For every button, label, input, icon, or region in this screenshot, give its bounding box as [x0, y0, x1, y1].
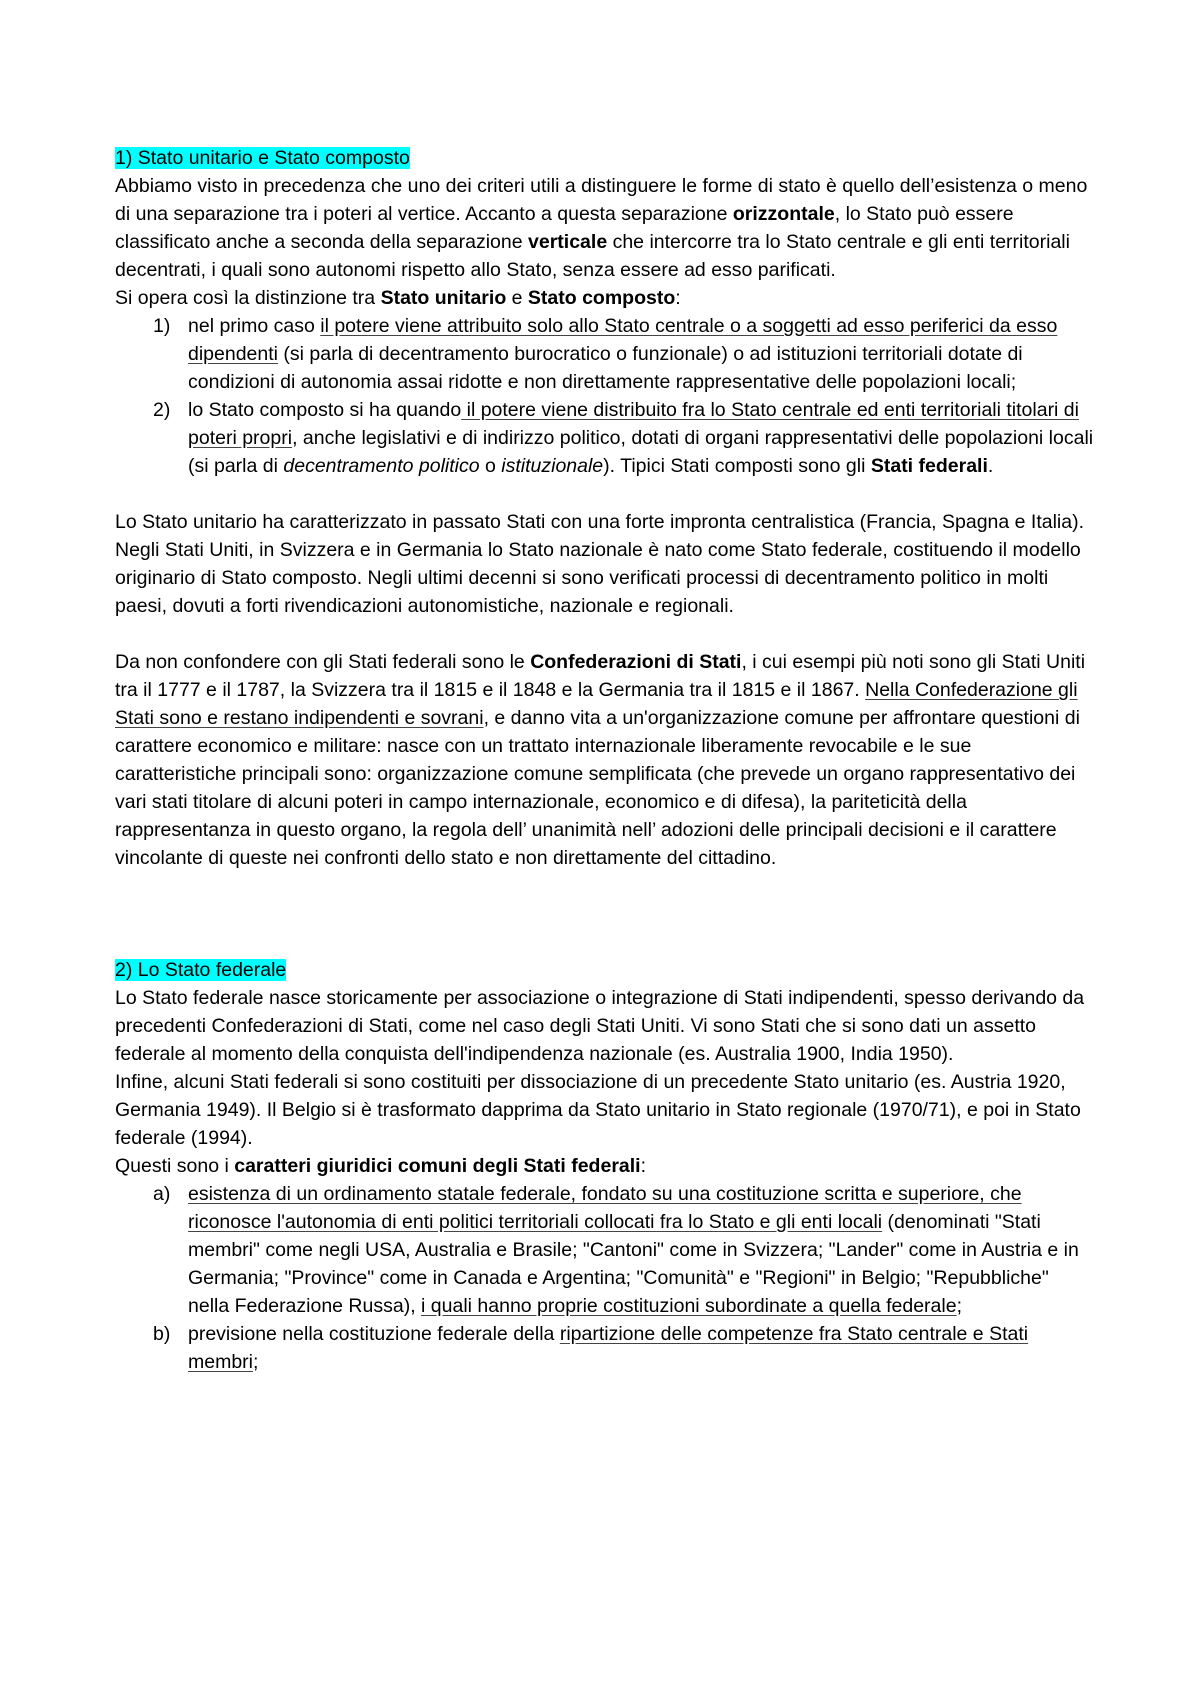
text-run: Questi sono i [115, 1155, 235, 1177]
bold-term: Stato unitario [380, 287, 507, 309]
italic-term: decentramento politico [283, 455, 480, 477]
text-run: , lo Stato può essere classificato anche a seconda della separazione [115, 203, 1014, 253]
paragraph-federal-characters [115, 1152, 1095, 1180]
text-run: : [675, 287, 681, 309]
paragraph-intro [115, 172, 1095, 284]
text-run: , e danno vita a un'organizzazione comune per affrontare questioni di carattere economico e militare: nasce con un trattato internazionale liberamente revocabile e le sue caratteristiche principali sono: organizzazione comune semplificata (che prevede un organo rappresentativo dei vari stati titolare di alcuni poteri in campo internazionale, economico e di difesa), la pariteticità della rappresentanza in questo organo, la regola dell’ unanimità nell’ adozioni delle principali decisioni e il carattere vincolante di queste nei confronti dello stato e non direttamente del cittadino. [115, 707, 1080, 869]
lettered-list [115, 1180, 1095, 1376]
text-run: (denominati "Stati membri" come negli USA, Australia e Brasile; "Cantoni" come in Svizzera; "Lander" come in Austria e in Germania; "Province" come in Canada e Argentina; "Comunità" e "Regioni" in Belgio; "Repubbliche" nella Federazione Russa), [188, 1211, 1079, 1317]
text-run: ). Tipici Stati composti sono gli [603, 455, 871, 477]
text-run: : [640, 1155, 647, 1177]
text-run: , anche legislativi e di indirizzo politico, dotati di organi rappresentativi delle popolazioni locali (si parla di [188, 427, 1094, 477]
section-heading-2 [115, 956, 1095, 984]
text-run: lo Stato composto si ha quando [188, 399, 462, 421]
underlined-text: il potere viene attribuito solo allo Stato centrale o a soggetti ad esso periferici da esso dipendenti [188, 315, 1058, 365]
text-run: che intercorre tra lo Stato centrale e gli enti territoriali decentrati, i quali sono autonomi rispetto allo Stato, senza essere ad esso parificati. [115, 231, 1070, 281]
text-run: ; [956, 1295, 962, 1317]
text-run: previsione nella costituzione federale della [188, 1323, 560, 1345]
heading-highlight: 2) Lo Stato federale [115, 959, 287, 981]
underlined-text: ripartizione delle competenze fra Stato centrale e Stati membri [188, 1323, 1029, 1373]
underlined-text: esistenza di un ordinamento statale federale, fondato su una costituzione scritta e superiore, che riconosce l'autonomia di enti politici territoriali collocati fra lo Stato e gli enti locali [188, 1183, 1022, 1233]
spacer [115, 872, 1095, 956]
text-run: e [506, 287, 528, 309]
underlined-text: il potere viene distribuito fra lo Stato centrale ed enti territoriali titolari di poteri propri [188, 399, 1079, 449]
bold-term: orizzontale [732, 203, 835, 225]
bold-term: Confederazioni di Stati [530, 651, 742, 673]
paragraph-confederations [115, 648, 1095, 872]
bold-term: verticale [528, 231, 608, 253]
list-item [115, 312, 1095, 396]
list-item [115, 1180, 1095, 1320]
text-run: Si opera così la distinzione tra [115, 287, 381, 309]
text-run: . [987, 455, 994, 477]
text-run: o [479, 455, 502, 477]
text-run: , i cui esempi più noti sono gli Stati Uniti tra il 1777 e il 1787, la Svizzera tra il 1815 e il 1848 e la Germania tra il 1815 e il 1867. [115, 651, 1086, 701]
list-marker: a) [153, 1183, 171, 1205]
bold-term: caratteri giuridici comuni degli Stati federali [234, 1155, 641, 1177]
list-marker: 1) [153, 315, 171, 337]
document-page [115, 144, 1095, 1376]
paragraph-federal-dissociation: Infine, alcuni Stati federali si sono costituiti per dissociazione di un precedente Stato unitario (es. Austria 1920, Germania 1949). Il Belgio si è trasformato dapprima da Stato unitario in Stato regionale (1970/71), e poi in Stato federale (1994). [115, 1071, 1081, 1149]
text-run: Abbiamo visto in precedenza che uno dei criteri utili a distinguere le forme di stato è quello dell’esistenza o meno di una separazione tra i poteri al vertice. Accanto a questa separazione [115, 175, 1088, 225]
paragraph-federal-origin: Lo Stato federale nasce storicamente per associazione o integrazione di Stati indipendenti, spesso derivando da precedenti Confederazioni di Stati, come nel caso degli Stati Uniti. Vi sono Stati che si sono dati un assetto federale al momento della conquista dell'indipendenza nazionale (es. Australia 1900, India 1950). [115, 987, 1085, 1065]
list-item [115, 396, 1095, 480]
heading-highlight: 1) Stato unitario e Stato composto [115, 147, 410, 169]
list-marker: b) [153, 1323, 171, 1345]
section-heading-1 [115, 144, 1095, 172]
italic-term: istituzionale [501, 455, 604, 477]
text-run: nel primo caso [188, 315, 321, 337]
bold-term: Stato composto [527, 287, 676, 309]
paragraph-distinction [115, 284, 1095, 312]
text-run: Da non confondere con gli Stati federali sono le [115, 651, 531, 673]
spacer [115, 480, 1095, 508]
underlined-text: i quali hanno proprie costituzioni subordinate a quella federale [421, 1295, 957, 1317]
underlined-text: Nella Confederazione gli Stati sono e restano indipendenti e sovrani [115, 679, 1078, 729]
paragraph-unitary-history: Lo Stato unitario ha caratterizzato in passato Stati con una forte impronta centralistica (Francia, Spagna e Italia). Negli Stati Uniti, in Svizzera e in Germania lo Stato nazionale è nato come Stato federale, costituendo il modello originario di Stato composto. Negli ultimi decenni si sono verificati processi di decentramento politico in molti paesi, dovuti a forti rivendicazioni autonomistiche, nazionale e regionali. [115, 511, 1085, 617]
text-run: (si parla di decentramento burocratico o funzionale) o ad istituzioni territoriali dotate di condizioni di autonomia assai ridotte e non direttamente rappresentative delle popolazioni locali; [188, 343, 1023, 393]
bold-term: Stati federali [870, 455, 988, 477]
list-marker: 2) [153, 399, 171, 421]
spacer [115, 620, 1095, 648]
list-item [115, 1320, 1095, 1376]
text-run: ; [253, 1351, 259, 1373]
numbered-list [115, 312, 1095, 480]
